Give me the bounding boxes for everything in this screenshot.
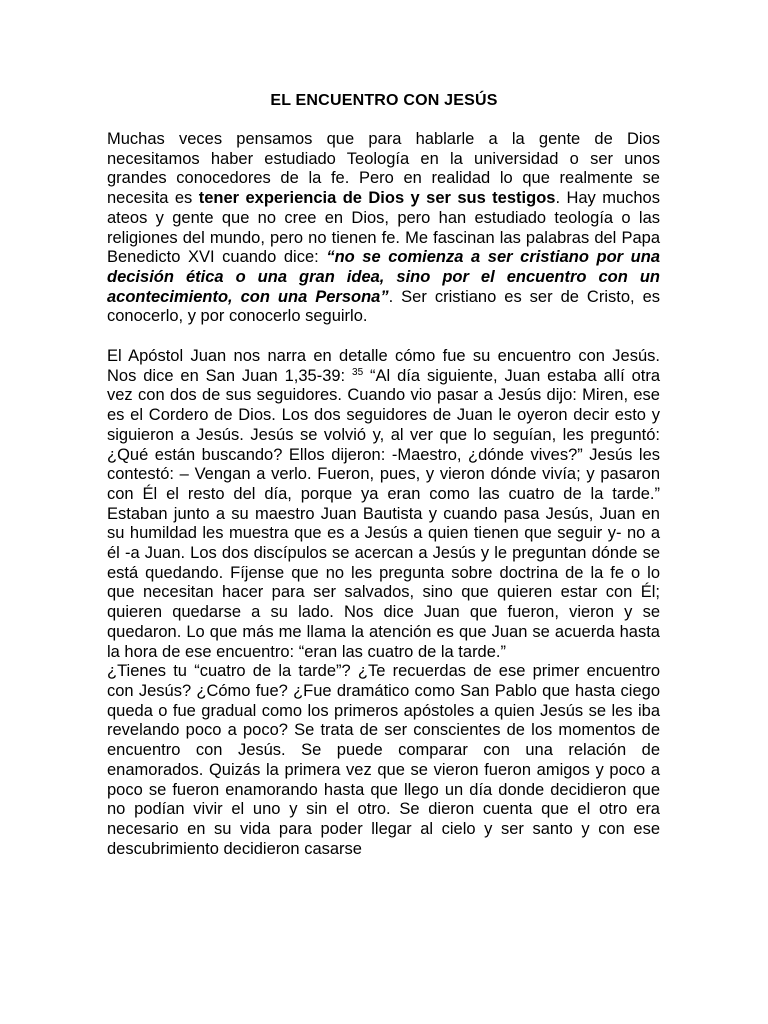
document-body bbox=[107, 130, 660, 859]
paragraph-1-text-2: . Hay muchos ateos y gente que no cree en Dios, pero han estudiado teología o las religiones del mundo, pero no tienen fe. Me fascinan las palabras del Papa Benedicto XVI cuando dice: bbox=[107, 189, 660, 267]
paragraph-1-bold-phrase: tener experiencia de Dios y ser sus testigos bbox=[198, 189, 556, 208]
paragraph-2-text-1: El Apóstol Juan nos narra en detalle cómo fue su encuentro con Jesús. Nos dice en San Juan 1,35-39: bbox=[107, 347, 660, 385]
paragraph-2-text-2: “Al día siguiente, Juan estaba allí otra vez con dos de sus seguidores. Cuando vio pasar a Jesús dijo: Miren, ese es el Cordero de Dios. Los dos seguidores de Juan le oyeron decir esto y siguieron a Jesús. Jesús se volvió y, al ver que lo seguían, les preguntó: ¿Qué están buscando? Ellos dijeron: -Maestro, ¿dónde vives?” Jesús les contestó: – Vengan a verlo. Fueron, pues, y vieron dónde vivía; y pasaron con Él el resto del día, porque ya eran como las cuatro de la tarde.” Estaban junto a su maestro Juan Bautista y cuando pasa Jesús, Juan en su humildad les muestra que es a Jesús a quien tienen que seguir y- no a él -a Juan. Los dos discípulos se acercan a Jesús y le preguntan dónde se está quedando. Fíjense que no les pregunta sobre doctrina de la fe o lo que necesitan hacer para ser salvados, sino que quieren estar con Él; quieren quedarse a su lado. Nos dice Juan que fueron, vieron y se quedaron. Lo que más me llama la atención es que Juan se acuerda hasta la hora de ese encuentro: “eran las cuatro de la tarde.” bbox=[107, 366, 661, 661]
verse-number: 35 bbox=[352, 366, 364, 378]
document-title: EL ENCUENTRO CON JESÚS bbox=[270, 92, 498, 109]
paragraph-1-text-3: . Ser cristiano es ser de Cristo, es conocerlo, y por conocerlo seguirlo. bbox=[107, 287, 660, 326]
benedicto-quote: “no se comienza a ser cristiano por una decisión ética o una gran idea, sino por el encuentro con un acontecimiento, con una Persona” bbox=[107, 248, 660, 306]
paragraph-2 bbox=[107, 347, 660, 662]
paragraph-3: ¿Tienes tu “cuatro de la tarde”? ¿Te recuerdas de ese primer encuentro con Jesús? ¿Cómo fue? ¿Fue dramático como San Pablo que hasta ciego queda o fue gradual como los primeros apóstoles a quien Jesús se les iba revelando poco a poco? Se trata de ser conscientes de los momentos de encuentro con Jesús. Se puede comparar con una relación de enamorados. Quizás la primera vez que se vieron fueron amigos y poco a poco se fueron enamorando hasta que llego un día donde decidieron que no podían vivir el uno y sin el otro. Se dieron cuenta que el otro era necesario en su vida para poder llegar al cielo y ser santo y con ese descubrimiento decidieron casarse bbox=[107, 662, 660, 858]
paragraph-1-text-1: Muchas veces pensamos que para hablarle a la gente de Dios necesitamos haber estudiado Teología en la universidad o ser unos grandes conocedores de la fe. Pero en realidad lo que realmente se necesita es bbox=[107, 130, 660, 208]
paragraph-1 bbox=[107, 130, 660, 327]
